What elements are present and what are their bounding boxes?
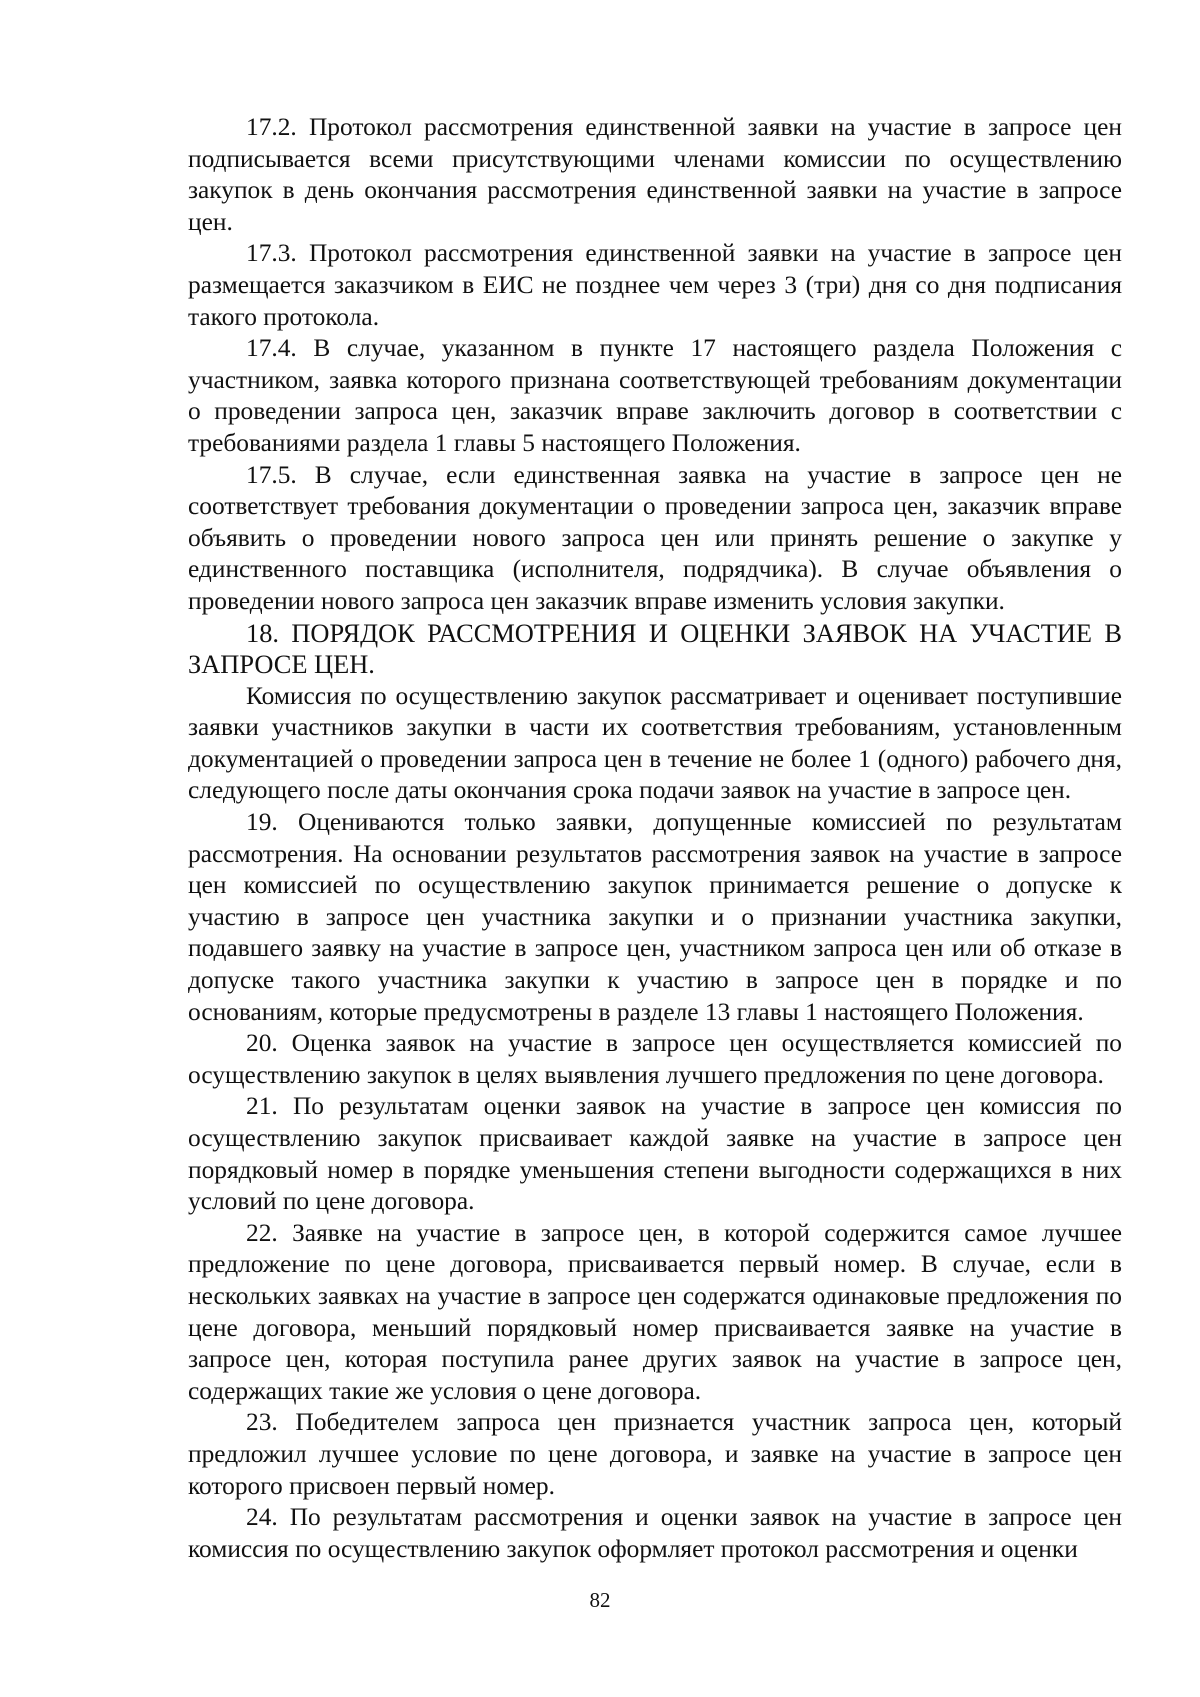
paragraph-23: 23. Победителем запроса цен признается участник запроса цен, который предложил лучшее условие по цене договора, и заявке на участие в запросе цен которого присвоен первый номер. [188,1408,1122,1500]
paragraph-20: 20. Оценка заявок на участие в запросе цен осуществляется комиссией по осуществлению закупок в целях выявления лучшего предложения по цене договора. [188,1029,1122,1089]
paragraph-17-3: 17.3. Протокол рассмотрения единственной заявки на участие в запросе цен размещается заказчиком в ЕИС не позднее чем через 3 (три) дня со дня подписания такого протокола. [188,239,1122,331]
page-number: 82 [589,1588,611,1612]
paragraph-21: 21. По результатам оценки заявок на участие в запросе цен комиссия по осуществлению закупок присваивает каждой заявке на участие в запросе цен порядковый номер в порядке уменьшения степени выгодности содержащихся в них условий по цене договора. [188,1092,1122,1216]
paragraph-17-5: 17.5. В случае, если единственная заявка на участие в запросе цен не соответствует требования документации о проведении запроса цен, заказчик вправе объявить о проведении нового запроса цен или принять решение о закупке у единственного поставщика (исполнителя, подрядчика). В случае объявления о проведении нового запроса цен заказчик вправе изменить условия закупки. [188,460,1122,615]
paragraph-17-2: 17.2. Протокол рассмотрения единственной заявки на участие в запросе цен подписывается всеми присутствующими членами комиссии по осуществлению закупок в день окончания рассмотрения единственной заявки на участие в запросе цен. [188,113,1122,236]
section-heading-18: 18. ПОРЯДОК РАССМОТРЕНИЯ И ОЦЕНКИ ЗАЯВОК НА УЧАСТИЕ В ЗАПРОСЕ ЦЕН. [188,617,1122,680]
document-body [188,112,1122,1565]
paragraph-24: 24. По результатам рассмотрения и оценки заявок на участие в запросе цен комиссия по осуществлению закупок оформляет протокол рассмотрения и оценки [188,1503,1122,1563]
paragraph-22: 22. Заявке на участие в запросе цен, в которой содержится самое лучшее предложение по цене договора, присваивается первый номер. В случае, если в нескольких заявках на участие в запросе цен содержатся одинаковые предложения по цене договора, меньший порядковый номер присваивается заявке на участие в запросе цен, которая поступила ранее других заявок на участие в запросе цен, содержащих такие же условия о цене договора. [188,1218,1122,1405]
paragraph-17-4: 17.4. В случае, указанном в пункте 17 настоящего раздела Положения с участником, заявка которого признана соответствующей требованиям документации о проведении запроса цен, заказчик вправе заключить договор в соответствии с требованиями раздела 1 главы 5 настоящего Положения. [188,334,1122,457]
paragraph-18-body: Комиссия по осуществлению закупок рассматривает и оценивает поступившие заявки участников закупки в части их соответствия требованиям, установленным документацией о проведении запроса цен в течение не более 1 (одного) рабочего дня, следующего после даты окончания срока подачи заявок на участие в запросе цен. [188,681,1122,805]
paragraph-19: 19. Оцениваются только заявки, допущенные комиссией по результатам рассмотрения. На основании результатов рассмотрения заявок на участие в запросе цен комиссией по осуществлению закупок принимается решение о допуске к участию в запросе цен участника закупки и о признании участника закупки, подавшего заявку на участие в запросе цен, участником запроса цен или об отказе в допуске такого участника закупки к участию в запросе цен в порядке и по основаниям, которые предусмотрены в разделе 13 главы 1 настоящего Положения. [188,808,1122,1026]
